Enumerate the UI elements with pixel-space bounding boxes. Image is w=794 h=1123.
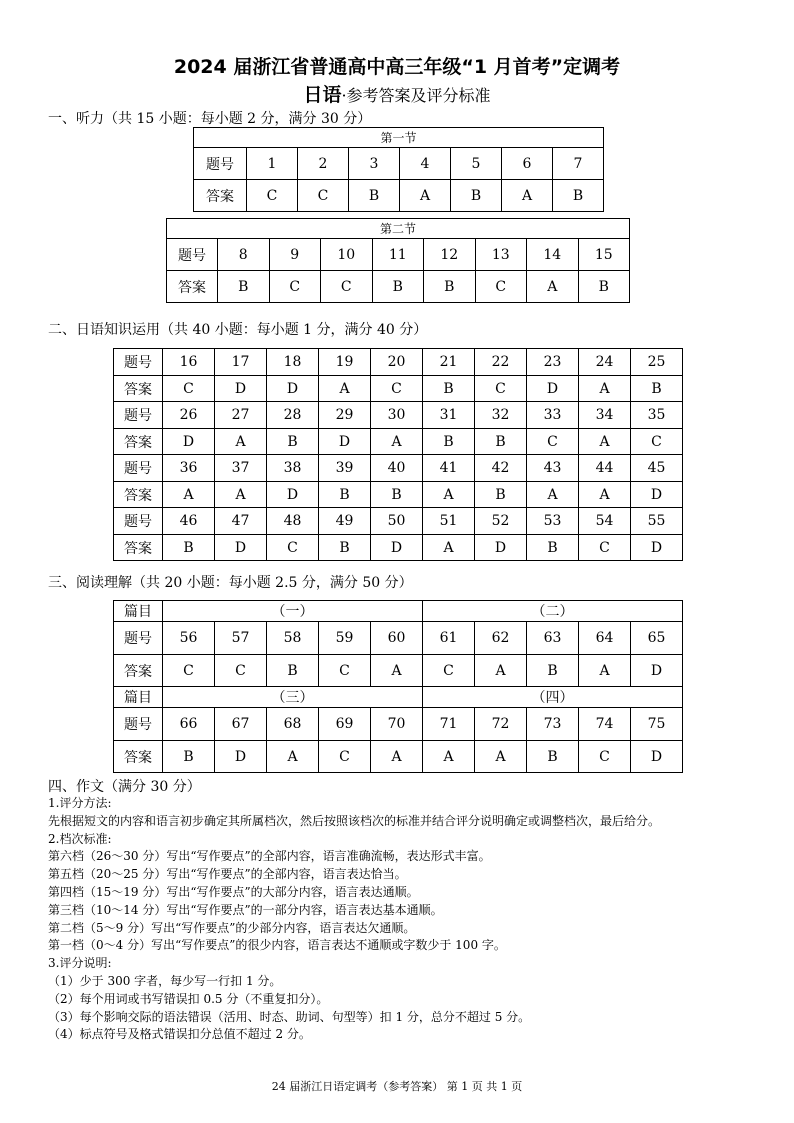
answer-cell: A bbox=[423, 535, 475, 561]
answer-cell: D bbox=[631, 655, 683, 687]
question-number: 32 bbox=[475, 402, 527, 429]
answer-cell: C bbox=[163, 655, 215, 687]
question-number: 64 bbox=[579, 622, 631, 655]
answer-cell: C bbox=[215, 655, 267, 687]
question-number: 24 bbox=[579, 349, 631, 376]
question-number: 8 bbox=[218, 239, 270, 271]
criteria-line: 第三档（10～14 分）写出“写作要点”的一部分内容，语言表达基本通顺。 bbox=[48, 902, 443, 917]
answer-cell: C bbox=[579, 741, 631, 773]
criteria-line: （1）少于 300 字者，每少写一行扣 1 分。 bbox=[48, 973, 282, 988]
answer-cell: B bbox=[372, 271, 424, 303]
answer-cell: A bbox=[579, 655, 631, 687]
answer-cell: A bbox=[579, 482, 631, 508]
reading-heading: 三、阅读理解（共 20 小题：每小题 2.5 分，满分 50 分） bbox=[48, 575, 413, 591]
answer-cell: D bbox=[631, 741, 683, 773]
answer-cell: C bbox=[163, 376, 215, 402]
answer-cell: B bbox=[527, 741, 579, 773]
question-number: 10 bbox=[321, 239, 373, 271]
answer-cell: D bbox=[475, 535, 527, 561]
answer-cell: A bbox=[423, 741, 475, 773]
answer-cell: A bbox=[423, 482, 475, 508]
question-number: 21 bbox=[423, 349, 475, 376]
question-number: 28 bbox=[267, 402, 319, 429]
answer-cell: C bbox=[298, 180, 349, 212]
criteria-line: 1.评分方法: bbox=[48, 796, 112, 810]
answer-cell: C bbox=[371, 376, 423, 402]
question-number: 38 bbox=[267, 455, 319, 482]
answer-cell: D bbox=[215, 376, 267, 402]
question-number: 17 bbox=[215, 349, 267, 376]
answer-cell: A bbox=[502, 180, 553, 212]
question-number: 65 bbox=[631, 622, 683, 655]
answer-cell: C bbox=[319, 741, 371, 773]
criteria-line: 第二档（5～9 分）写出“写作要点”的少部分内容，语言表达欠通顺。 bbox=[48, 920, 416, 935]
question-number: 42 bbox=[475, 455, 527, 482]
row-label: 题号 bbox=[114, 622, 163, 655]
answer-cell: C bbox=[579, 535, 631, 561]
answer-cell: D bbox=[267, 376, 319, 402]
document-subtitle bbox=[0, 80, 794, 107]
question-number: 29 bbox=[319, 402, 371, 429]
question-number: 68 bbox=[267, 708, 319, 741]
answer-cell: C bbox=[475, 376, 527, 402]
listening-part2-table bbox=[166, 218, 630, 303]
answer-cell: D bbox=[371, 535, 423, 561]
question-number: 46 bbox=[163, 508, 215, 535]
question-number: 1 bbox=[247, 148, 298, 180]
answer-cell: D bbox=[631, 482, 683, 508]
criteria-line: 2.档次标准: bbox=[48, 831, 112, 846]
answer-cell: A bbox=[371, 741, 423, 773]
answer-cell: D bbox=[215, 535, 267, 561]
answer-cell: B bbox=[578, 271, 630, 303]
answer-cell: B bbox=[553, 180, 604, 212]
answer-cell: C bbox=[269, 271, 321, 303]
listening-part1-table bbox=[193, 127, 604, 212]
question-number: 33 bbox=[527, 402, 579, 429]
answer-cell: B bbox=[424, 271, 476, 303]
criteria-line: （2）每个用词或书写错误扣 0.5 分（不重复扣分）。 bbox=[48, 991, 329, 1006]
answer-cell: A bbox=[163, 482, 215, 508]
answer-cell: C bbox=[475, 271, 527, 303]
row-label: 答案 bbox=[114, 376, 163, 402]
answer-cell: D bbox=[527, 376, 579, 402]
question-number: 3 bbox=[349, 148, 400, 180]
row-label: 答案 bbox=[194, 180, 247, 212]
question-number: 6 bbox=[502, 148, 553, 180]
question-number: 37 bbox=[215, 455, 267, 482]
answer-cell: B bbox=[371, 482, 423, 508]
row-label: 篇目 bbox=[114, 601, 163, 622]
answer-cell: D bbox=[163, 429, 215, 455]
question-number: 43 bbox=[527, 455, 579, 482]
criteria-line: 第四档（15～19 分）写出“写作要点”的大部分内容，语言表达通顺。 bbox=[48, 884, 419, 899]
question-number: 63 bbox=[527, 622, 579, 655]
question-number: 31 bbox=[423, 402, 475, 429]
question-number: 25 bbox=[631, 349, 683, 376]
question-number: 15 bbox=[578, 239, 630, 271]
question-number: 50 bbox=[371, 508, 423, 535]
answer-cell: A bbox=[371, 429, 423, 455]
question-number: 9 bbox=[269, 239, 321, 271]
answer-cell: C bbox=[319, 655, 371, 687]
question-number: 18 bbox=[267, 349, 319, 376]
row-label: 答案 bbox=[114, 535, 163, 561]
question-number: 19 bbox=[319, 349, 371, 376]
question-number: 16 bbox=[163, 349, 215, 376]
question-number: 62 bbox=[475, 622, 527, 655]
criteria-line: 第一档（0～4 分）写出“写作要点”的很少内容，语言表达不通顺或字数少于 100 字。 bbox=[48, 938, 506, 953]
question-number: 4 bbox=[400, 148, 451, 180]
row-label: 题号 bbox=[114, 349, 163, 376]
answer-cell: A bbox=[475, 655, 527, 687]
answer-cell: B bbox=[631, 376, 683, 402]
question-number: 34 bbox=[579, 402, 631, 429]
knowledge-heading: 二、日语知识运用（共 40 小题：每小题 1 分，满分 40 分） bbox=[48, 322, 428, 338]
question-number: 36 bbox=[163, 455, 215, 482]
answer-cell: C bbox=[631, 429, 683, 455]
question-number: 26 bbox=[163, 402, 215, 429]
answer-cell: A bbox=[579, 376, 631, 402]
answer-cell: D bbox=[319, 429, 371, 455]
writing-heading: 四、作文（满分 30 分） bbox=[48, 779, 201, 795]
question-number: 20 bbox=[371, 349, 423, 376]
question-number: 39 bbox=[319, 455, 371, 482]
question-number: 12 bbox=[424, 239, 476, 271]
row-label: 题号 bbox=[114, 708, 163, 741]
row-label: 篇目 bbox=[114, 687, 163, 708]
row-label: 题号 bbox=[167, 239, 218, 271]
document-title: 2024 届浙江省普通高中高三年级“1 月首考”定调考 bbox=[173, 56, 621, 78]
answer-cell: B bbox=[163, 741, 215, 773]
reading-table bbox=[113, 600, 683, 773]
answer-cell: C bbox=[423, 655, 475, 687]
answer-cell: C bbox=[267, 535, 319, 561]
answer-cell: A bbox=[319, 376, 371, 402]
question-number: 14 bbox=[527, 239, 579, 271]
question-number: 70 bbox=[371, 708, 423, 741]
listening-heading: 一、听力（共 15 小题：每小题 2 分，满分 30 分） bbox=[48, 111, 372, 127]
question-number: 45 bbox=[631, 455, 683, 482]
question-number: 40 bbox=[371, 455, 423, 482]
question-number: 53 bbox=[527, 508, 579, 535]
answer-cell: B bbox=[451, 180, 502, 212]
answer-cell: C bbox=[247, 180, 298, 212]
answer-cell: A bbox=[267, 741, 319, 773]
page-footer: 24 届浙江日语定调考（参考答案） 第 1 页 共 1 页 bbox=[271, 1080, 523, 1093]
answer-cell: C bbox=[527, 429, 579, 455]
row-label: 答案 bbox=[114, 741, 163, 773]
question-number: 69 bbox=[319, 708, 371, 741]
answer-cell: D bbox=[631, 535, 683, 561]
answer-cell: A bbox=[371, 655, 423, 687]
criteria-line: 第五档（20～25 分）写出“写作要点”的全部内容，语言表达恰当。 bbox=[48, 867, 407, 882]
answer-cell: B bbox=[527, 535, 579, 561]
criteria-line: 先根据短文的内容和语言初步确定其所属档次，然后按照该档次的标准并结合评分说明确定或调整档次，最后给分。 bbox=[48, 813, 661, 828]
question-number: 58 bbox=[267, 622, 319, 655]
answer-cell: A bbox=[579, 429, 631, 455]
answer-cell: B bbox=[527, 655, 579, 687]
row-label: 答案 bbox=[167, 271, 218, 303]
question-number: 7 bbox=[553, 148, 604, 180]
answer-cell: B bbox=[267, 429, 319, 455]
question-number: 30 bbox=[371, 402, 423, 429]
question-number: 44 bbox=[579, 455, 631, 482]
row-label: 题号 bbox=[114, 508, 163, 535]
row-label: 题号 bbox=[194, 148, 247, 180]
passage-label: （四） bbox=[423, 687, 683, 708]
row-label: 答案 bbox=[114, 655, 163, 687]
answer-cell: B bbox=[423, 429, 475, 455]
answer-cell: B bbox=[475, 429, 527, 455]
answer-cell: B bbox=[349, 180, 400, 212]
row-label: 题号 bbox=[114, 455, 163, 482]
passage-label: （二） bbox=[423, 601, 683, 622]
answer-cell: C bbox=[321, 271, 373, 303]
answer-cell: A bbox=[215, 482, 267, 508]
question-number: 67 bbox=[215, 708, 267, 741]
part2-caption: 第二节 bbox=[167, 219, 630, 239]
answer-cell: B bbox=[218, 271, 270, 303]
question-number: 35 bbox=[631, 402, 683, 429]
question-number: 56 bbox=[163, 622, 215, 655]
subtitle-language: 日语 bbox=[303, 84, 342, 106]
criteria-line: 3.评分说明: bbox=[48, 956, 112, 971]
question-number: 54 bbox=[579, 508, 631, 535]
question-number: 23 bbox=[527, 349, 579, 376]
answer-cell: B bbox=[163, 535, 215, 561]
subtitle-description: ·参考答案及评分标准 bbox=[341, 86, 491, 105]
writing-criteria bbox=[48, 795, 660, 1044]
question-number: 47 bbox=[215, 508, 267, 535]
answer-cell: A bbox=[475, 741, 527, 773]
question-number: 13 bbox=[475, 239, 527, 271]
answer-cell: D bbox=[215, 741, 267, 773]
question-number: 71 bbox=[423, 708, 475, 741]
answer-cell: A bbox=[400, 180, 451, 212]
question-number: 27 bbox=[215, 402, 267, 429]
question-number: 73 bbox=[527, 708, 579, 741]
question-number: 59 bbox=[319, 622, 371, 655]
question-number: 22 bbox=[475, 349, 527, 376]
criteria-line: （4）标点符号及格式错误扣分总值不超过 2 分。 bbox=[48, 1027, 311, 1042]
question-number: 57 bbox=[215, 622, 267, 655]
answer-cell: B bbox=[475, 482, 527, 508]
knowledge-table bbox=[113, 348, 683, 561]
criteria-line: （3）每个影响交际的语法错误（活用、时态、助词、句型等）扣 1 分，总分不超过 5 分。 bbox=[48, 1009, 531, 1024]
question-number: 49 bbox=[319, 508, 371, 535]
question-number: 2 bbox=[298, 148, 349, 180]
question-number: 52 bbox=[475, 508, 527, 535]
question-number: 60 bbox=[371, 622, 423, 655]
answer-cell: D bbox=[267, 482, 319, 508]
question-number: 61 bbox=[423, 622, 475, 655]
question-number: 51 bbox=[423, 508, 475, 535]
answer-cell: A bbox=[527, 271, 579, 303]
question-number: 5 bbox=[451, 148, 502, 180]
question-number: 11 bbox=[372, 239, 424, 271]
question-number: 75 bbox=[631, 708, 683, 741]
part1-caption: 第一节 bbox=[194, 128, 604, 148]
question-number: 55 bbox=[631, 508, 683, 535]
question-number: 74 bbox=[579, 708, 631, 741]
question-number: 66 bbox=[163, 708, 215, 741]
row-label: 题号 bbox=[114, 402, 163, 429]
question-number: 72 bbox=[475, 708, 527, 741]
row-label: 答案 bbox=[114, 482, 163, 508]
answer-cell: B bbox=[423, 376, 475, 402]
passage-label: （一） bbox=[163, 601, 423, 622]
answer-cell: B bbox=[319, 535, 371, 561]
answer-cell: B bbox=[267, 655, 319, 687]
question-number: 41 bbox=[423, 455, 475, 482]
question-number: 48 bbox=[267, 508, 319, 535]
criteria-line: 第六档（26～30 分）写出“写作要点”的全部内容，语言准确流畅，表达形式丰富。 bbox=[48, 849, 491, 864]
answer-cell: A bbox=[527, 482, 579, 508]
answer-cell: A bbox=[215, 429, 267, 455]
row-label: 答案 bbox=[114, 429, 163, 455]
passage-label: （三） bbox=[163, 687, 423, 708]
answer-cell: B bbox=[319, 482, 371, 508]
